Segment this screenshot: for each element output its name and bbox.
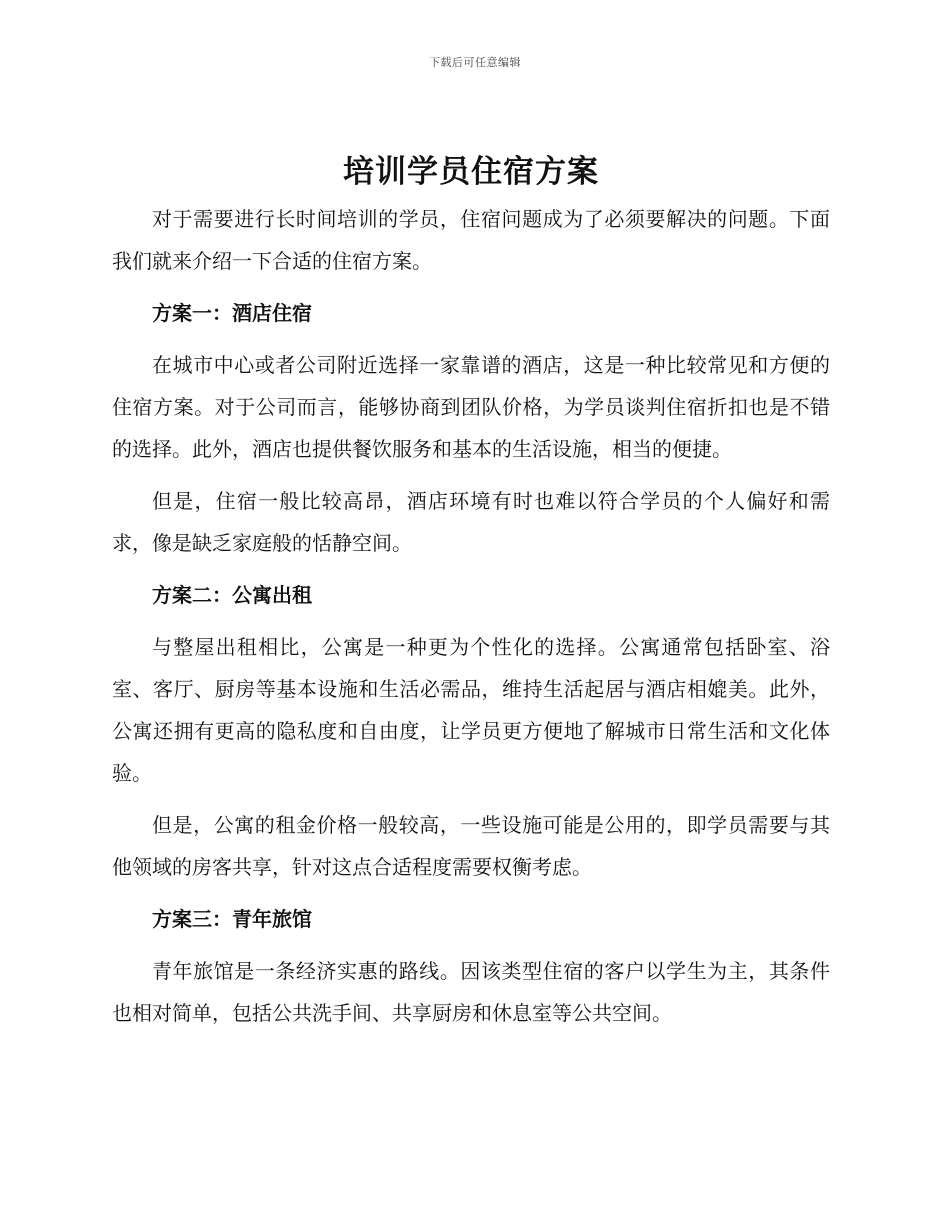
document-title: 培训学员住宿方案	[343, 154, 599, 190]
page-header: 下载后可任意编辑	[429, 56, 521, 69]
section-heading-1: 方案一：酒店住宿	[152, 301, 312, 325]
section-3-paragraph-1: 青年旅馆是一条经济实惠的路线。因该类型住宿的客户以学生为主，其条件也相对简单，包括公共洗手间、共享厨房和休息室等公共空间。	[112, 959, 830, 1025]
section-1-paragraph-2: 但是，住宿一般比较高昂，酒店环境有时也难以符合学员的个人偏好和需求，像是缺乏家庭般的恬静空间。	[112, 489, 830, 555]
document-body	[112, 150, 830, 1044]
section-1-paragraph-1: 在城市中心或者公司附近选择一家靠谱的酒店，这是一种比较常见和方便的住宿方案。对于公司而言，能够协商到团队价格，为学员谈判住宿折扣也是不错的选择。此外，酒店也提供餐饮服务和基本的生活设施，相当的便捷。	[112, 353, 830, 461]
section-2-paragraph-2: 但是，公寓的租金价格一般较高，一些设施可能是公用的，即学员需要与其他领域的房客共享，针对这点合适程度需要权衡考虑。	[112, 813, 830, 879]
section-heading-2: 方案二：公寓出租	[152, 583, 312, 607]
intro-paragraph: 对于需要进行长时间培训的学员，住宿问题成为了必须要解决的问题。下面我们就来介绍一下合适的住宿方案。	[112, 207, 830, 273]
section-heading-3: 方案三：青年旅馆	[152, 907, 312, 931]
section-2-paragraph-1: 与整屋出租相比，公寓是一种更为个性化的选择。公寓通常包括卧室、浴室、客厅、厨房等基本设施和生活必需品，维持生活起居与酒店相媲美。此外，公寓还拥有更高的隐私度和自由度，让学员更方便地了解城市日常生活和文化体验。	[112, 635, 830, 785]
